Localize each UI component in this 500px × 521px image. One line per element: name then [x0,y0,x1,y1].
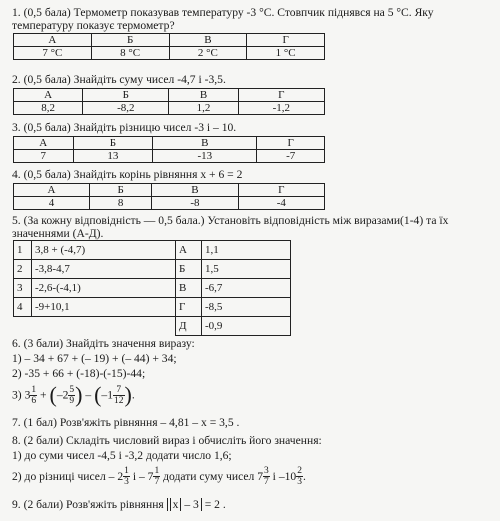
option-c-header: В [153,137,257,150]
item-prefix: 3) [12,388,22,402]
answer-table-3 [13,136,325,163]
option-d-header: Г [238,89,324,102]
option-d-value: -1,2 [238,102,324,115]
option-a-value: 8,2 [14,102,83,115]
value-letter: В [176,279,202,298]
value-letter: А [176,241,202,260]
answer-table-1 [13,33,325,60]
table-header-row [14,34,325,47]
question-6-item-2: 2) -35 + 66 + (-18)-(-15)-44; [12,367,146,380]
question-7: 7. (1 бал) Розв'яжіть рівняння – 4,81 – х = 3,5 . [12,416,240,429]
absolute-value: x – 3 [167,498,202,511]
answer-table-4 [13,183,325,210]
fraction: $\frac{3}{7}$ [264,466,269,487]
option-c-value: -13 [153,150,257,163]
expr-number: 4 [14,298,32,317]
whole-part: 3 [24,388,31,402]
option-b-header: Б [91,34,169,47]
option-c-header: В [169,34,247,47]
fraction: $\frac{1}{6}$ [31,384,37,406]
table-header-row [14,184,325,197]
table-row [14,317,291,336]
option-b-header: Б [73,137,153,150]
question-6: 6. (3 бали) Знайдіть значення виразу: [12,337,195,350]
option-a-header: А [14,137,74,150]
option-c-header: В [152,184,238,197]
table-header-row [14,89,325,102]
whole-part: –1 [101,388,114,402]
expr-number: 2 [14,260,32,279]
question-8: 8. (2 бали) Складіть числовий вираз і обчисліть його значення: [12,434,322,447]
value-number: 1,1 [202,241,291,260]
operator: + [40,388,47,402]
expr-number: 3 [14,279,32,298]
option-a-value: 7 [14,150,74,163]
question-6-item-3: 3) 3 $\frac{1}{6}$ + (–2 $\frac{5}{9}$ ) – (–1 $\frac{7}{12}$ ). [12,382,135,407]
option-b-value: -8,2 [83,102,169,115]
question-5: 5. (За кожну відповідність — 0,5 бала.) Установіть відповідність між виразами(1-4) та їх значеннями (А-Д). [12,214,449,240]
question-2: 2. (0,5 бала) Знайдіть суму чисел -4,7 і -3,5. [12,73,226,86]
table-values-row [14,197,325,210]
matching-table [13,240,291,336]
table-header-row [14,137,325,150]
option-d-value: -7 [257,150,325,163]
table-row [14,260,291,279]
expr-number: 1 [14,241,32,260]
value-number: -8,5 [202,298,291,317]
table-row [14,298,291,317]
option-b-value: 8 [90,197,152,210]
value-letter: Г [176,298,202,317]
expr-value: 3,8 + (-4,7) [32,241,176,260]
table-values-row [14,102,325,115]
fraction: $\frac{5}{9}$ [69,384,75,406]
option-d-value: 1 °С [247,47,325,60]
value-letter: Д [176,317,202,336]
fraction: $\frac{1}{3}$ [124,466,129,487]
option-a-header: А [14,34,92,47]
option-b-value: 13 [73,150,153,163]
table-values-row [14,47,325,60]
value-letter: Б [176,260,202,279]
expr-value: -3,8-4,7 [32,260,176,279]
fraction: $\frac{2}{3}$ [297,466,302,487]
answer-table-2 [13,88,325,115]
option-b-value: 8 °С [91,47,169,60]
whole-part: –2 [56,388,69,402]
table-row [14,241,291,260]
table-values-row [14,150,325,163]
option-d-header: Г [257,137,325,150]
option-d-value: -4 [238,197,324,210]
fraction: $\frac{1}{7}$ [154,466,160,487]
option-d-header: Г [238,184,324,197]
empty-cell [32,317,176,336]
value-number: 1,5 [202,260,291,279]
option-a-value: 4 [14,197,90,210]
value-number: -6,7 [202,279,291,298]
option-c-value: 1,2 [169,102,238,115]
question-8-item-1: 1) до суми чисел -4,5 і -3,2 додати число 1,6; [12,449,232,462]
operator: – [85,388,92,402]
question-3: 3. (0,5 бала) Знайдіть різницю чисел -3 і – 10. [12,121,237,134]
option-d-header: Г [247,34,325,47]
table-row [14,279,291,298]
option-c-value: -8 [152,197,238,210]
option-b-header: Б [83,89,169,102]
option-a-value: 7 °С [14,47,92,60]
question-8-item-2: 2) до різниці чисел – 2 $\frac{1}{3}$ і – 7 $\frac{1}{7}$ додати суму чисел 7 $\frac{3}{7}$ і –10 $\frac{2}{3}$ . [12,466,306,487]
question-4: 4. (0,5 бала) Знайдіть корінь рівняння х + 6 = 2 [12,168,243,181]
question-9: 9. (2 бали) Розв'яжіть рівняння x – 3 = 2 . [12,498,226,511]
expr-value: -9+10,1 [32,298,176,317]
option-a-header: А [14,184,90,197]
option-a-header: А [14,89,83,102]
expr-value: -2,6-(-4,1) [32,279,176,298]
option-c-value: 2 °С [169,47,247,60]
fraction: $\frac{7}{12}$ [114,384,124,406]
option-c-header: В [169,89,238,102]
empty-cell [14,317,32,336]
question-6-item-1: 1) – 34 + 67 + (– 19) + (– 44) + 34; [12,352,177,365]
question-1: 1. (0,5 бала) Термометр показував температуру -3 °С. Стовпчик піднявся на 5 °С. Яку температуру показує термометр? [12,6,434,32]
value-number: -0,9 [202,317,291,336]
option-b-header: Б [90,184,152,197]
